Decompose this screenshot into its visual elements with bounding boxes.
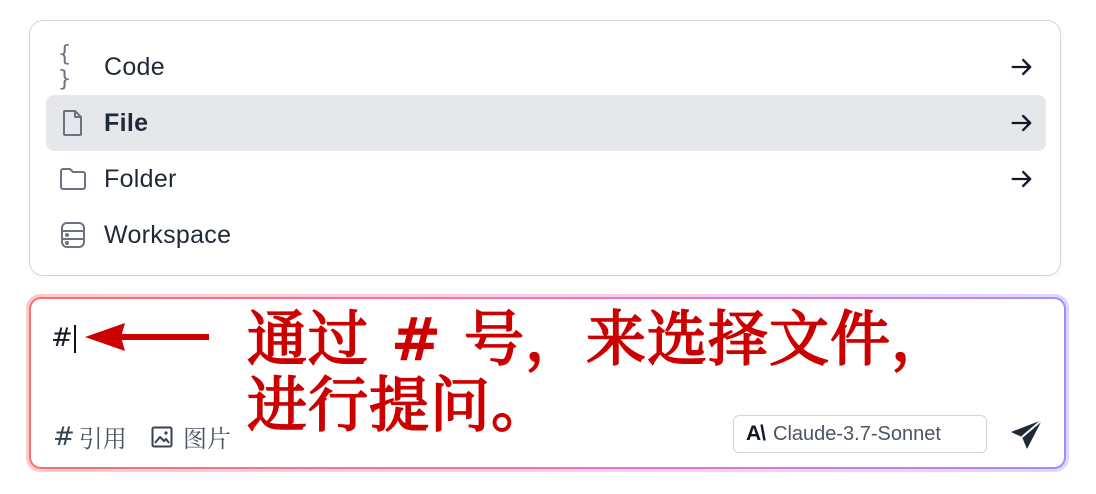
- menu-item-label: Code: [104, 52, 165, 81]
- anthropic-logo-icon: A\: [746, 422, 765, 445]
- database-icon: [58, 220, 88, 250]
- model-label: Claude-3.7-Sonnet: [773, 422, 941, 445]
- file-icon: [58, 108, 88, 138]
- menu-item-file[interactable]: [46, 95, 1046, 151]
- image-icon: [151, 426, 173, 448]
- menu-item-label: Workspace: [104, 220, 232, 249]
- annotation-text: 通过 # 号，来选择文件，进行提问。: [247, 305, 953, 441]
- chat-input[interactable]: [29, 297, 1066, 469]
- arrow-right-icon: [1008, 53, 1036, 81]
- hash-icon: #: [53, 421, 75, 452]
- image-label: 图片: [183, 425, 231, 453]
- menu-item-label: Folder: [104, 164, 177, 193]
- menu-item-label: File: [104, 108, 149, 137]
- model-selector[interactable]: [733, 415, 987, 453]
- input-value[interactable]: #: [51, 323, 76, 353]
- code-braces-icon: { }: [58, 42, 74, 92]
- text-caret: [74, 325, 76, 353]
- menu-item-workspace[interactable]: [46, 207, 1046, 263]
- chat-input-container: [26, 294, 1069, 472]
- send-icon[interactable]: [1009, 417, 1045, 453]
- arrow-right-icon: [1008, 165, 1036, 193]
- image-button[interactable]: [151, 419, 231, 454]
- menu-item-code[interactable]: [46, 39, 1046, 95]
- reference-label: 引用: [78, 425, 127, 453]
- folder-icon: [58, 164, 88, 194]
- context-menu: [29, 20, 1061, 276]
- annotation-arrow-icon: [85, 321, 209, 353]
- arrow-right-icon: [1008, 109, 1036, 137]
- menu-item-folder[interactable]: [46, 151, 1046, 207]
- reference-button[interactable]: [53, 419, 127, 454]
